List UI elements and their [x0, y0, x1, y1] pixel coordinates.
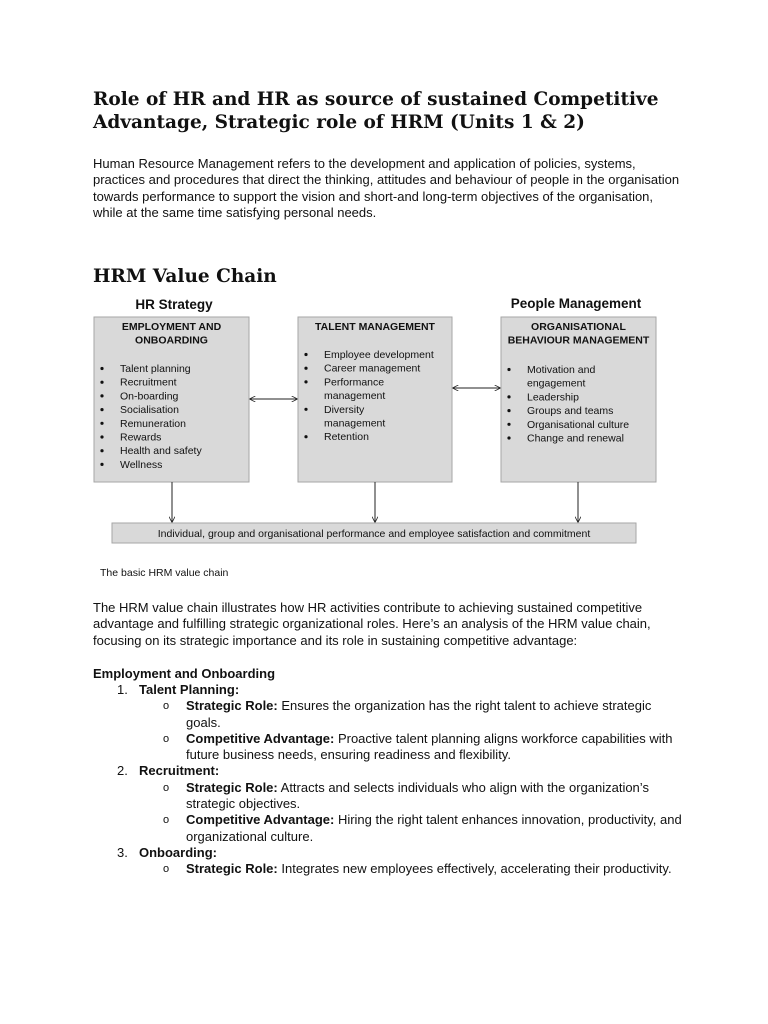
item-number: 1.	[117, 682, 128, 697]
bullet-dot-icon	[100, 463, 103, 466]
box-title-line: EMPLOYMENT AND	[121, 321, 222, 333]
outcome-text: Individual, group and organisational performance and employee satisfaction and commitment	[157, 528, 591, 540]
box-item: Wellness	[120, 458, 163, 471]
sub-bullet-label: Competitive Advantage:	[186, 730, 335, 746]
bullet-dot-icon	[100, 422, 103, 425]
box-talent-management	[298, 317, 452, 482]
box-organisational-behaviour-management	[501, 317, 656, 482]
bullet-dot-icon	[304, 353, 307, 356]
group-label-people-management: People Management	[510, 296, 642, 311]
bullet-dot-icon	[304, 408, 307, 411]
bullet-dot-icon	[100, 408, 103, 411]
sub-bullet-label: Competitive Advantage:	[186, 812, 335, 828]
sub-bullet-label: Strategic Role:	[186, 861, 278, 877]
item-title: Onboarding:	[139, 844, 217, 860]
box-item: Diversity	[324, 403, 365, 416]
box-item: Organisational culture	[527, 418, 630, 431]
sub-bullet-text: Ensures the organization has the right talent to achieve strategic goals.	[186, 698, 652, 730]
hollow-bullet-icon: o	[163, 863, 170, 876]
sub-bullet	[163, 861, 683, 877]
box-title-line: BEHAVIOUR MANAGEMENT	[507, 334, 650, 347]
box-item: Motivation and	[527, 364, 596, 376]
bullet-dot-icon	[100, 381, 103, 384]
analysis-paragraph: The HRM value chain illustrates how HR activities contribute to achieving sustained competitive advantage and fulfilling strategic organizational roles. Here’s an analysis of the HRM value chain, focusing on its strategic importance and its role in sustaining competitive advantage:	[93, 600, 651, 648]
numbered-list	[93, 682, 683, 878]
sub-bullet-text: Hiring the right talent enhances innovation, productivity, and organizational culture.	[186, 812, 682, 844]
list-item	[93, 682, 683, 763]
box-item: Talent planning	[120, 363, 191, 375]
bullet-dot-icon	[100, 367, 103, 370]
box-employment-onboarding	[94, 317, 249, 482]
box-item: Career management	[324, 362, 421, 375]
bullet-dot-icon	[304, 435, 307, 438]
bullet-dot-icon	[507, 409, 510, 412]
box-item: management	[324, 417, 386, 430]
box-title-line: TALENT MANAGEMENT	[315, 321, 435, 333]
box-item: Retention	[324, 431, 369, 444]
sub-bullet-label: Strategic Role:	[186, 779, 278, 795]
box-item: Employee development	[324, 349, 434, 361]
box-item: On-boarding	[120, 390, 179, 403]
list-item	[93, 763, 683, 844]
box-item: Groups and teams	[527, 405, 614, 418]
box-item: Health and safety	[120, 445, 202, 458]
item-title: Recruitment:	[139, 763, 220, 779]
box-item: Recruitment	[120, 376, 177, 389]
sub-bullet	[163, 812, 683, 845]
box-item: Leadership	[527, 391, 579, 404]
sub-bullet-text: Integrates new employees effectively, accelerating their productivity.	[277, 861, 672, 877]
box-item: management	[324, 390, 386, 403]
sub-bullet	[163, 779, 683, 813]
item-title: Talent Planning:	[139, 682, 240, 697]
box-item: Remuneration	[120, 417, 186, 430]
bullet-dot-icon	[304, 380, 307, 383]
outcome-bar	[112, 523, 636, 543]
box-item: engagement	[527, 377, 586, 390]
list-item	[93, 845, 683, 878]
item-number: 2.	[117, 763, 128, 779]
page-title: Role of HR and HR as source of sustained Competitive Advantage, Strategic role of HRM (Units 1 & 2)	[93, 89, 659, 133]
subheading-employment-onboarding: Employment and Onboarding	[93, 666, 276, 681]
box-item: Change and renewal	[527, 432, 624, 445]
box-item: Socialisation	[120, 404, 179, 417]
bullet-dot-icon	[507, 423, 510, 426]
hollow-bullet-icon: o	[163, 781, 170, 794]
bullet-dot-icon	[100, 435, 103, 438]
bullet-dot-icon	[304, 367, 307, 370]
sub-bullet-label: Strategic Role:	[186, 698, 278, 714]
item-number: 3.	[117, 844, 128, 860]
box-item: Performance	[324, 376, 385, 389]
box-title-line: ONBOARDING	[135, 334, 208, 347]
sub-bullet	[163, 730, 683, 764]
group-label-hr-strategy: HR Strategy	[135, 297, 213, 312]
hollow-bullet-icon: o	[163, 700, 170, 713]
sub-bullet	[163, 698, 683, 731]
bullet-dot-icon	[507, 395, 510, 398]
diagram-caption: The basic HRM value chain	[100, 567, 229, 579]
hollow-bullet-icon: o	[163, 814, 170, 827]
bullet-dot-icon	[100, 394, 103, 397]
box-title-line: ORGANISATIONAL	[531, 321, 626, 333]
hollow-bullet-icon: o	[163, 732, 170, 745]
section-heading: HRM Value Chain	[93, 266, 277, 287]
bullet-dot-icon	[507, 436, 510, 439]
intro-paragraph: Human Resource Management refers to the development and application of policies, systems, practices and procedures that direct the thinking, attitudes and behaviour of people in the organisation towards performance to support the vision and short-and long-term objectives of the organisation, while at the same time satisfying personal needs.	[93, 156, 680, 220]
bullet-dot-icon	[507, 368, 510, 371]
sub-bullet-text: Attracts and selects individuals who align with the organization’s strategic objectives.	[186, 779, 649, 812]
box-item: Rewards	[120, 431, 162, 444]
sub-bullet-text: Proactive talent planning aligns workforce capabilities with future business needs, ensuring readiness and flexibility.	[186, 730, 673, 763]
bullet-dot-icon	[100, 449, 103, 452]
